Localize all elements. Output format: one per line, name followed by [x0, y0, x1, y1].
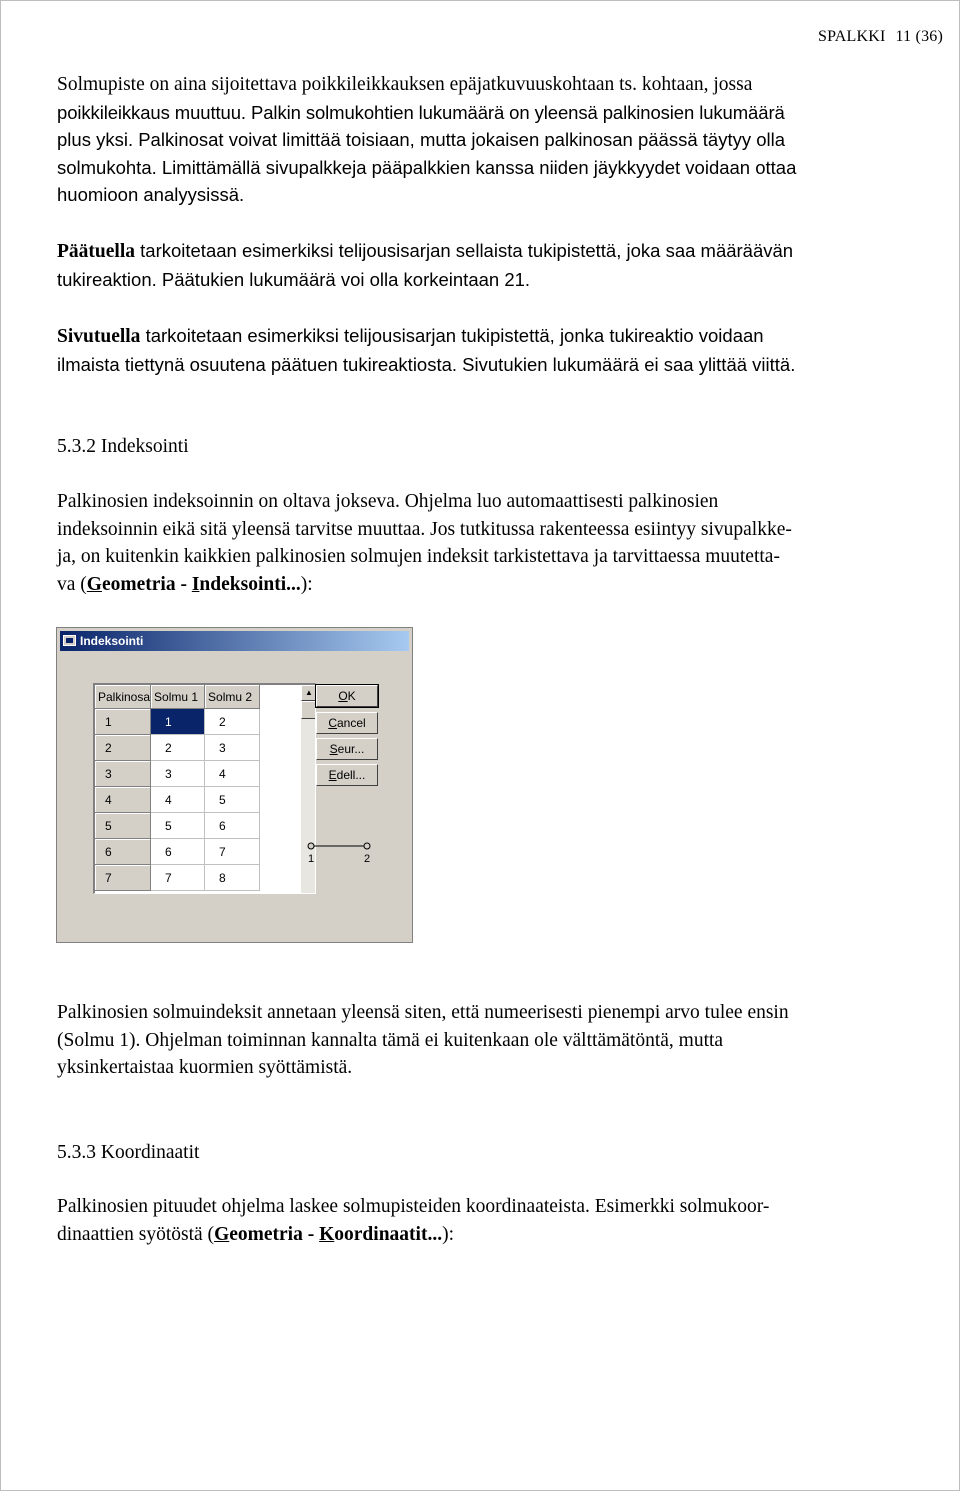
- grid-cell[interactable]: 3: [205, 735, 260, 761]
- sivutuki-term: Sivutuella: [57, 326, 141, 347]
- node-label-1: 1: [307, 853, 315, 865]
- koordinaatit-line-2-pre: dinaattien syötöstä (: [57, 1223, 215, 1245]
- ok-label: K: [347, 689, 356, 703]
- table-row: [95, 735, 260, 761]
- paatuki-line-2: tukireaktion. Päätukien lukumäärä voi olla korkeintaan 21.: [57, 268, 531, 290]
- index-grid[interactable]: [93, 683, 316, 894]
- after-dialog-line-2: (Solmu 1). Ohjelman toiminnan kannalta tämä ei kuitenkaan ole välttämätöntä, mutta: [57, 1029, 724, 1051]
- menu-accel-k: K: [319, 1223, 335, 1245]
- table-row: [95, 839, 260, 865]
- node-circle-1: [308, 843, 314, 849]
- koordinaatit-paragraph: [57, 1193, 940, 1248]
- menu-path-indeksointi: [87, 574, 301, 595]
- intro-paragraph: [57, 71, 940, 209]
- previous-button[interactable]: [316, 764, 378, 786]
- beam-segment-diagram: [305, 840, 385, 880]
- table-row: [95, 813, 260, 839]
- paatuki-line-1: tarkoitetaan esimerkiksi telijousisarjan sellaista tukipistettä, joka saa määräävän: [135, 240, 794, 261]
- intro-line-2: poikkileikkaus muuttuu. Palkin solmukohtien lukumäärä on yleensä palkinosien lukumäärä: [57, 101, 785, 123]
- ok-button[interactable]: [316, 685, 378, 707]
- menu-accel-g: G: [214, 1223, 230, 1245]
- page-header: [808, 28, 943, 46]
- section-indeksointi: [57, 433, 940, 460]
- indeksointi-line-4-pre: va (: [57, 573, 87, 595]
- intro-line-1: Solmupiste on aina sijoitettava poikkileikkauksen epäjatkuvuuskohtaan ts. kohtaan, jossa: [57, 74, 753, 95]
- menu-path-koordinaatit: [214, 1224, 442, 1245]
- grid-cell[interactable]: 5: [151, 813, 205, 839]
- indeksointi-paragraph: [57, 488, 940, 598]
- index-table: [95, 685, 260, 891]
- node-label-2: 2: [363, 853, 371, 865]
- indeksointi-dialog: [56, 627, 413, 943]
- row-header: 4: [95, 787, 151, 813]
- previous-label: dell...: [336, 768, 366, 782]
- menu-accel-i: I: [191, 573, 200, 595]
- grid-cell[interactable]: 6: [151, 839, 205, 865]
- sivutuki-paragraph: [57, 322, 940, 378]
- cancel-button[interactable]: [316, 712, 378, 734]
- next-button[interactable]: [316, 738, 378, 760]
- document-name: SPALKKI: [818, 28, 886, 45]
- indeksointi-line-4-post: ):: [300, 573, 313, 595]
- section-koordinaatit: [57, 1139, 940, 1166]
- table-row: [95, 787, 260, 813]
- menu-path-part: ndeksointi...: [199, 573, 301, 595]
- cancel-accel: C: [328, 716, 337, 730]
- scroll-thumb[interactable]: [301, 701, 316, 719]
- grid-cell[interactable]: 4: [151, 787, 205, 813]
- table-row: [95, 761, 260, 787]
- after-dialog-line-3: yksinkertaistaa kuormien syöttämistä.: [57, 1057, 353, 1078]
- table-row: [95, 709, 260, 735]
- column-header-solmu-1[interactable]: Solmu 1: [151, 685, 205, 709]
- row-header: 1: [95, 709, 151, 735]
- menu-path-part: eometria -: [229, 1223, 320, 1245]
- table-row: [95, 865, 260, 891]
- menu-path-part: eometria -: [101, 573, 192, 595]
- indeksointi-line-1: Palkinosien indeksoinnin on oltava jokseva. Ohjelma luo automaattisesti palkinosien: [57, 491, 719, 512]
- grid-cell[interactable]: 2: [151, 735, 205, 761]
- section-heading-koordinaatit: 5.3.3 Koordinaatit: [57, 1142, 200, 1163]
- next-label: eur...: [337, 742, 365, 756]
- dialog-titlebar: [60, 631, 409, 651]
- previous-accel: E: [328, 768, 337, 782]
- menu-path-part: oordinaatit...: [334, 1223, 443, 1245]
- section-heading-indeksointi: 5.3.2 Indeksointi: [57, 436, 189, 457]
- window-icon[interactable]: [63, 635, 76, 646]
- koordinaatit-line-2-post: ):: [442, 1223, 454, 1245]
- row-header: 5: [95, 813, 151, 839]
- sivutuki-line-1: tarkoitetaan esimerkiksi telijousisarjan tukipistettä, jonka tukireaktio voidaan: [140, 325, 764, 346]
- ok-accel: O: [338, 689, 348, 703]
- grid-cell[interactable]: 2: [205, 709, 260, 735]
- grid-cell[interactable]: 7: [151, 865, 205, 891]
- sivutuki-line-2: ilmaista tiettynä osuutena päätuen tukireaktiosta. Sivutukien lukumäärä ei saa ylittää viittä.: [57, 353, 796, 375]
- grid-cell[interactable]: 8: [205, 865, 260, 891]
- node-circle-2: [364, 843, 370, 849]
- scroll-up-arrow-icon[interactable]: ▲: [301, 685, 316, 701]
- page-number: 11 (36): [895, 28, 943, 45]
- row-header: 2: [95, 735, 151, 761]
- next-accel: S: [329, 742, 338, 756]
- grid-cell[interactable]: 4: [205, 761, 260, 787]
- grid-cell[interactable]: 7: [205, 839, 260, 865]
- paatuki-term: Päätuella: [57, 241, 135, 262]
- intro-line-4: solmukohta. Limittämällä sivupalkkeja pääpalkkien kanssa niiden jäykkyydet voidaan ottaa: [57, 156, 797, 178]
- paatuki-paragraph: [57, 237, 940, 293]
- grid-cell[interactable]: 5: [205, 787, 260, 813]
- row-header: 6: [95, 839, 151, 865]
- menu-accel-g: G: [86, 573, 102, 595]
- column-header-solmu-2[interactable]: Solmu 2: [205, 685, 260, 709]
- dialog-title: Indeksointi: [80, 634, 144, 648]
- after-dialog-paragraph: [57, 999, 940, 1082]
- cancel-label: ancel: [336, 716, 366, 730]
- grid-cell[interactable]: 6: [205, 813, 260, 839]
- column-header-palkinosa[interactable]: Palkinosa: [95, 685, 151, 709]
- row-header: 3: [95, 761, 151, 787]
- grid-cell[interactable]: 3: [151, 761, 205, 787]
- after-dialog-line-1: Palkinosien solmuindeksit annetaan yleensä siten, että numeerisesti pienempi arvo tulee ensin: [57, 1002, 789, 1023]
- grid-cell[interactable]: 1: [151, 709, 205, 735]
- intro-line-5: huomioon analyysissä.: [57, 184, 245, 205]
- row-header: 7: [95, 865, 151, 891]
- indeksointi-line-3: ja, on kuitenkin kaikkien palkinosien solmujen indeksit tarkistettava ja tarvittaessa muutetta-: [57, 546, 780, 567]
- indeksointi-line-2: indeksoinnin eikä sitä yleensä tarvitse muuttaa. Jos tutkitussa rakenteessa esiintyy sivupalkke-: [57, 518, 792, 540]
- koordinaatit-line-1: Palkinosien pituudet ohjelma laskee solmupisteiden koordinaateista. Esimerkki solmukoor-: [57, 1196, 770, 1217]
- intro-line-3: plus yksi. Palkinosat voivat limittää toisiaan, mutta jokaisen palkinosan päässä täytyy olla: [57, 129, 786, 150]
